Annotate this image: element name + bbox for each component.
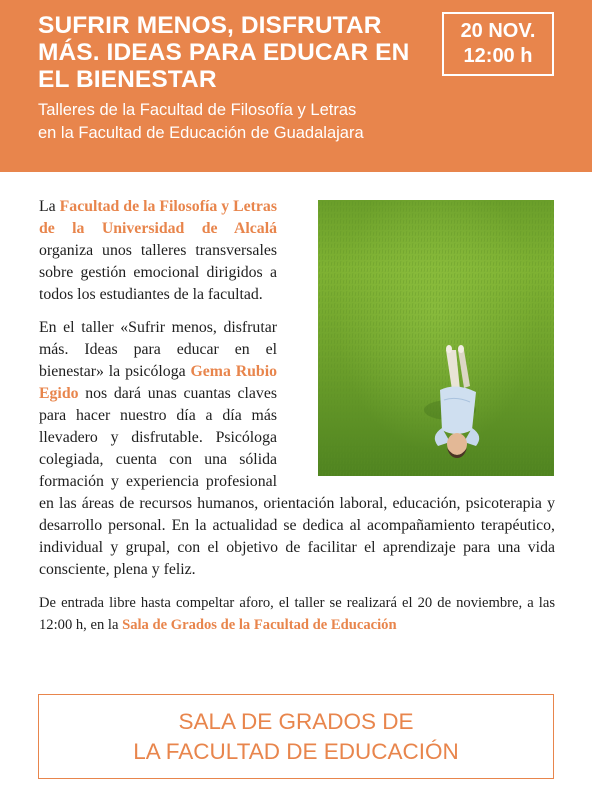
venue-line-2: LA FACULTAD DE EDUCACIÓN [133,738,459,764]
date-box [442,12,554,76]
photo-spacer [277,196,555,486]
paragraph-details [39,592,555,636]
event-title: SUFRIR MENOS, DISFRUTAR MÁS. IDEAS PARA EDUCAR EN EL BIENESTAR [38,12,410,93]
workshop-text-end: nos dará unas cuantas claves para hacer nuestro día a día más llevadero y disfrutable. Psicóloga colegiada, cuenta con una sólida formación y experiencia profesional en las áreas de recursos humanos, orientación laboral, educación, psicoterapia y desarrollo personal. En la actualidad se dedica al acompañamiento terapéutico, individual y grupal, con el objetivo de facilitar el aprendizaje para una vida consciente, plena y feliz. [39,385,555,578]
details-text: De entrada libre hasta compeltar aforo, el taller se realizará el 20 de noviembre, a las 12:00 h, en la [39,595,555,633]
subtitle-line-2: en la Facultad de Educación de Guadalajara [38,124,364,142]
subtitle-line-1: Talleres de la Facultad de Filosofía y Letras [38,101,357,119]
workshop-text-start: En el taller «Sufrir menos, disfrutar más. Ideas para educar en el bienestar» la psicóloga [39,319,277,380]
venue-line-1: SALA DE GRADOS DE [178,708,414,734]
event-date: 20 NOV. [460,20,536,42]
article-body [39,196,555,647]
speaker-highlight: Gema Rubio Egido [39,363,277,402]
intro-text-start: La [39,198,60,215]
venue-box [38,694,554,779]
event-time: 12:00 h [463,45,533,67]
event-subtitle [38,99,438,145]
faculty-highlight: Facultad de la Filosofía y Letras de la Universidad de Alcalá [39,198,277,237]
header-banner [0,0,592,172]
intro-text-end: organiza unos talleres transversales sobre gestión emocional dirigidos a todos los estudiantes de la facultad. [39,242,277,303]
venue-highlight: Sala de Grados de la Facultad de Educación [122,617,397,633]
